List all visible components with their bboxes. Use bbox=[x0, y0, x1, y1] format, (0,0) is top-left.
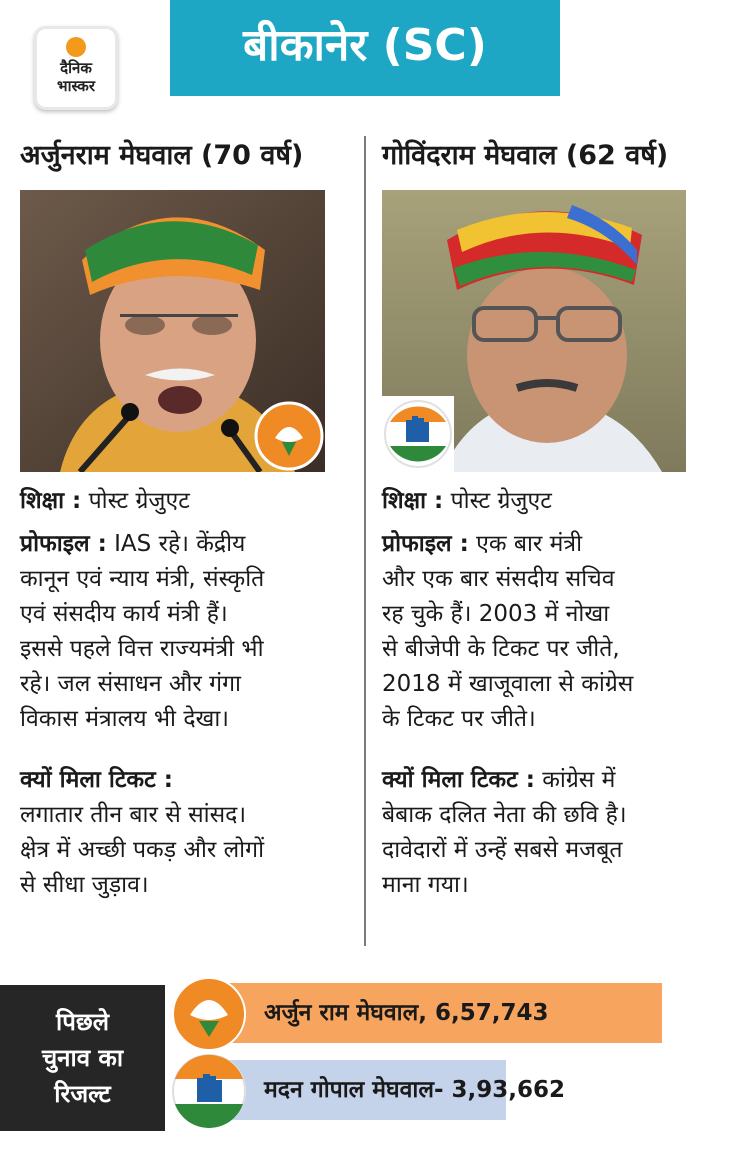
profile-line: रहे। जल संसाधन और गंगा bbox=[20, 671, 241, 697]
profile-line: कानून एवं न्याय मंत्री, संस्कृति bbox=[20, 566, 265, 592]
profile-line: इससे पहले वित्त राज्यमंत्री भी bbox=[20, 636, 264, 662]
candidate-card-bjp bbox=[20, 136, 340, 903]
ticket-reason-text bbox=[20, 763, 340, 903]
previous-result-label bbox=[0, 985, 165, 1131]
ticket-line: से सीधा जुड़ाव। bbox=[20, 872, 149, 898]
candidate-name: अर्जुनराम मेघवाल (70 वर्ष) bbox=[20, 140, 304, 171]
profile-line: IAS रहे। केंद्रीय bbox=[114, 531, 246, 557]
profile-label: प्रोफाइल : bbox=[382, 531, 469, 557]
result-row-congress: मदन गोपाल मेघवाल- 3,93,662 bbox=[208, 1060, 506, 1120]
bjp-lotus-icon bbox=[172, 977, 246, 1051]
profile-text bbox=[382, 527, 712, 737]
candidate-portrait-icon bbox=[382, 190, 686, 472]
ticket-line: माना गया। bbox=[382, 872, 469, 898]
logo-line1: दैनिक bbox=[60, 59, 92, 77]
education-label: शिक्षा : bbox=[20, 488, 82, 514]
profile-line: के टिकट पर जीते। bbox=[382, 706, 536, 732]
result-label-line: चुनाव का bbox=[41, 1044, 124, 1072]
ticket-reason-text bbox=[382, 763, 712, 903]
ticket-label: क्यों मिला टिकट : bbox=[20, 767, 173, 793]
ticket-line: लगातार तीन बार से सांसद। bbox=[20, 802, 247, 828]
profile-line: रह चुके हैं। 2003 में नोखा bbox=[382, 601, 610, 627]
profile-line: 2018 में खाजूवाला से कांग्रेस bbox=[382, 671, 634, 697]
dainik-bhaskar-logo bbox=[34, 26, 118, 110]
logo-line2: भास्कर bbox=[57, 77, 95, 95]
candidate-photo bbox=[382, 190, 686, 472]
candidate-photo bbox=[20, 190, 325, 472]
candidate-portrait-icon bbox=[20, 190, 325, 472]
profile-line: एक बार मंत्री bbox=[476, 531, 583, 557]
result-label-line: पिछले bbox=[56, 1008, 109, 1036]
education-label: शिक्षा : bbox=[382, 488, 444, 514]
candidate-card-congress bbox=[382, 136, 712, 903]
sun-icon bbox=[66, 37, 86, 57]
ticket-line: बेबाक दलित नेता की छवि है। bbox=[382, 802, 627, 828]
profile-line: विकास मंत्रालय भी देखा। bbox=[20, 706, 230, 732]
education-line bbox=[20, 484, 340, 519]
profile-line: से बीजेपी के टिकट पर जीते, bbox=[382, 636, 620, 662]
column-divider bbox=[364, 136, 366, 946]
education-value: पोस्ट ग्रेजुएट bbox=[450, 488, 552, 514]
profile-line: और एक बार संसदीय सचिव bbox=[382, 566, 615, 592]
ticket-line: कांग्रेस में bbox=[542, 767, 616, 793]
profile-text bbox=[20, 527, 340, 737]
result-row-bjp: अर्जुन राम मेघवाल, 6,57,743 bbox=[208, 983, 662, 1043]
education-line bbox=[382, 484, 712, 519]
profile-line: एवं संसदीय कार्य मंत्री हैं। bbox=[20, 601, 228, 627]
candidate-name: गोविंदराम मेघवाल (62 वर्ष) bbox=[382, 140, 669, 171]
education-value: पोस्ट ग्रेजुएट bbox=[88, 488, 190, 514]
result-label-line: रिजल्ट bbox=[54, 1080, 111, 1108]
ticket-label: क्यों मिला टिकट : bbox=[382, 767, 535, 793]
ticket-line: क्षेत्र में अच्छी पकड़ और लोगों bbox=[20, 837, 265, 863]
page-title: बीकानेर (SC) bbox=[170, 0, 560, 96]
profile-label: प्रोफाइल : bbox=[20, 531, 107, 557]
congress-hand-icon bbox=[172, 1054, 246, 1128]
ticket-line: दावेदारों में उन्हें सबसे मजबूत bbox=[382, 837, 623, 863]
